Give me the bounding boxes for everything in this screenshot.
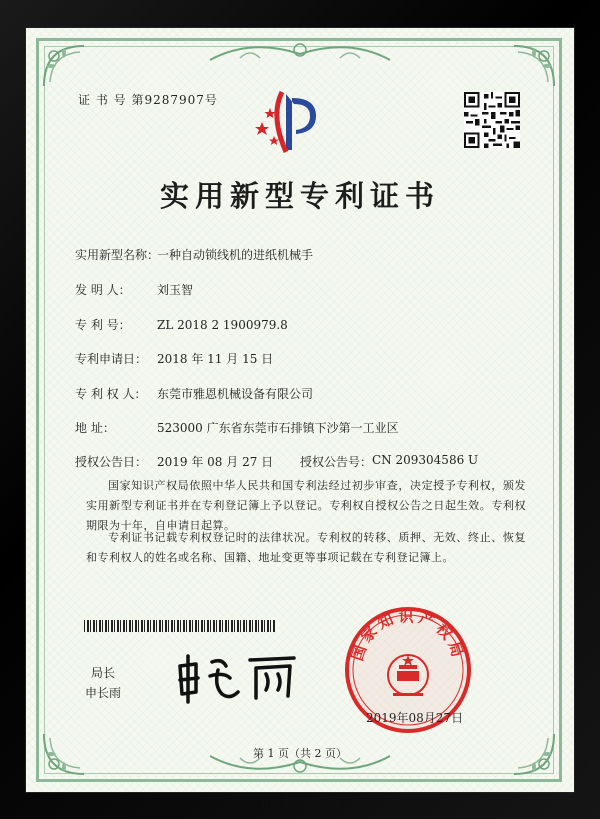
back-note: 其他事项参见背面 (260, 799, 340, 810)
field-value: 刘玉智 (157, 283, 194, 297)
patent-office-logo-icon (252, 86, 332, 158)
field-value: 2019 年 08 月 27 日 (157, 455, 274, 469)
body-paragraph: 国家知识产权局依照中华人民共和国专利法经过初步审查，决定授予专利权，颁发实用新型专利证书并在专利登记簿上予以登记。专利权自授权公告之日起生效。专利权期限为十年，自申请日起算。 (86, 479, 526, 532)
field-filing-date (75, 350, 273, 367)
field-label: 专利申请日： (75, 352, 148, 366)
field-inventor (75, 281, 193, 298)
director-signature (172, 652, 302, 704)
field-grant-date (75, 453, 273, 470)
field-value: ZL 2018 2 1900979.8 (157, 318, 288, 332)
field-label: 授权公告日： (75, 455, 148, 469)
field-label: 发 明 人： (75, 283, 131, 297)
field-label: 专 利 权 人： (75, 387, 147, 401)
seal-text: 国家知识产权局 (348, 607, 468, 663)
field-label: 专 利 号： (75, 318, 131, 332)
field-label: 授权公告号： (300, 455, 373, 469)
field-value: 2018 年 11 月 15 日 (157, 352, 274, 366)
corner-ornament-icon (40, 42, 88, 90)
director-name: 申长雨 (85, 686, 122, 700)
field-value: CN 209304586 U (372, 453, 479, 467)
certificate-number: 证 书 号 第9287907号 (78, 93, 218, 107)
field-label: 实用新型名称： (75, 248, 160, 262)
seal-date: 2019年08月27日 (366, 711, 464, 725)
barcode (84, 620, 276, 632)
field-value: 东莞市雅恩机械设备有限公司 (157, 387, 314, 401)
field-utility-model-name (75, 246, 313, 263)
body-paragraph: 专利证书记载专利权登记时的法律状况。专利权的转移、质押、无效、终止、恢复和专利权人的姓名或名称、国籍、地址变更等事项记载在专利登记簿上。 (86, 531, 526, 564)
director-title: 局长 (91, 666, 116, 680)
field-patent-number (75, 316, 288, 333)
certificate-title: 实用新型专利证书 (159, 179, 440, 213)
field-value: 523000 广东省东莞市石排镇下沙第一工业区 (157, 421, 399, 435)
qr-code (464, 92, 520, 148)
field-patentee (75, 385, 313, 402)
page-number: 第 1 页（共 2 页） (253, 747, 347, 760)
field-label: 地 址： (75, 421, 115, 435)
field-value: 一种自动锁线机的进纸机械手 (157, 248, 314, 262)
top-ornament-icon (200, 36, 400, 68)
field-address (75, 419, 399, 436)
corner-ornament-icon (510, 42, 558, 90)
